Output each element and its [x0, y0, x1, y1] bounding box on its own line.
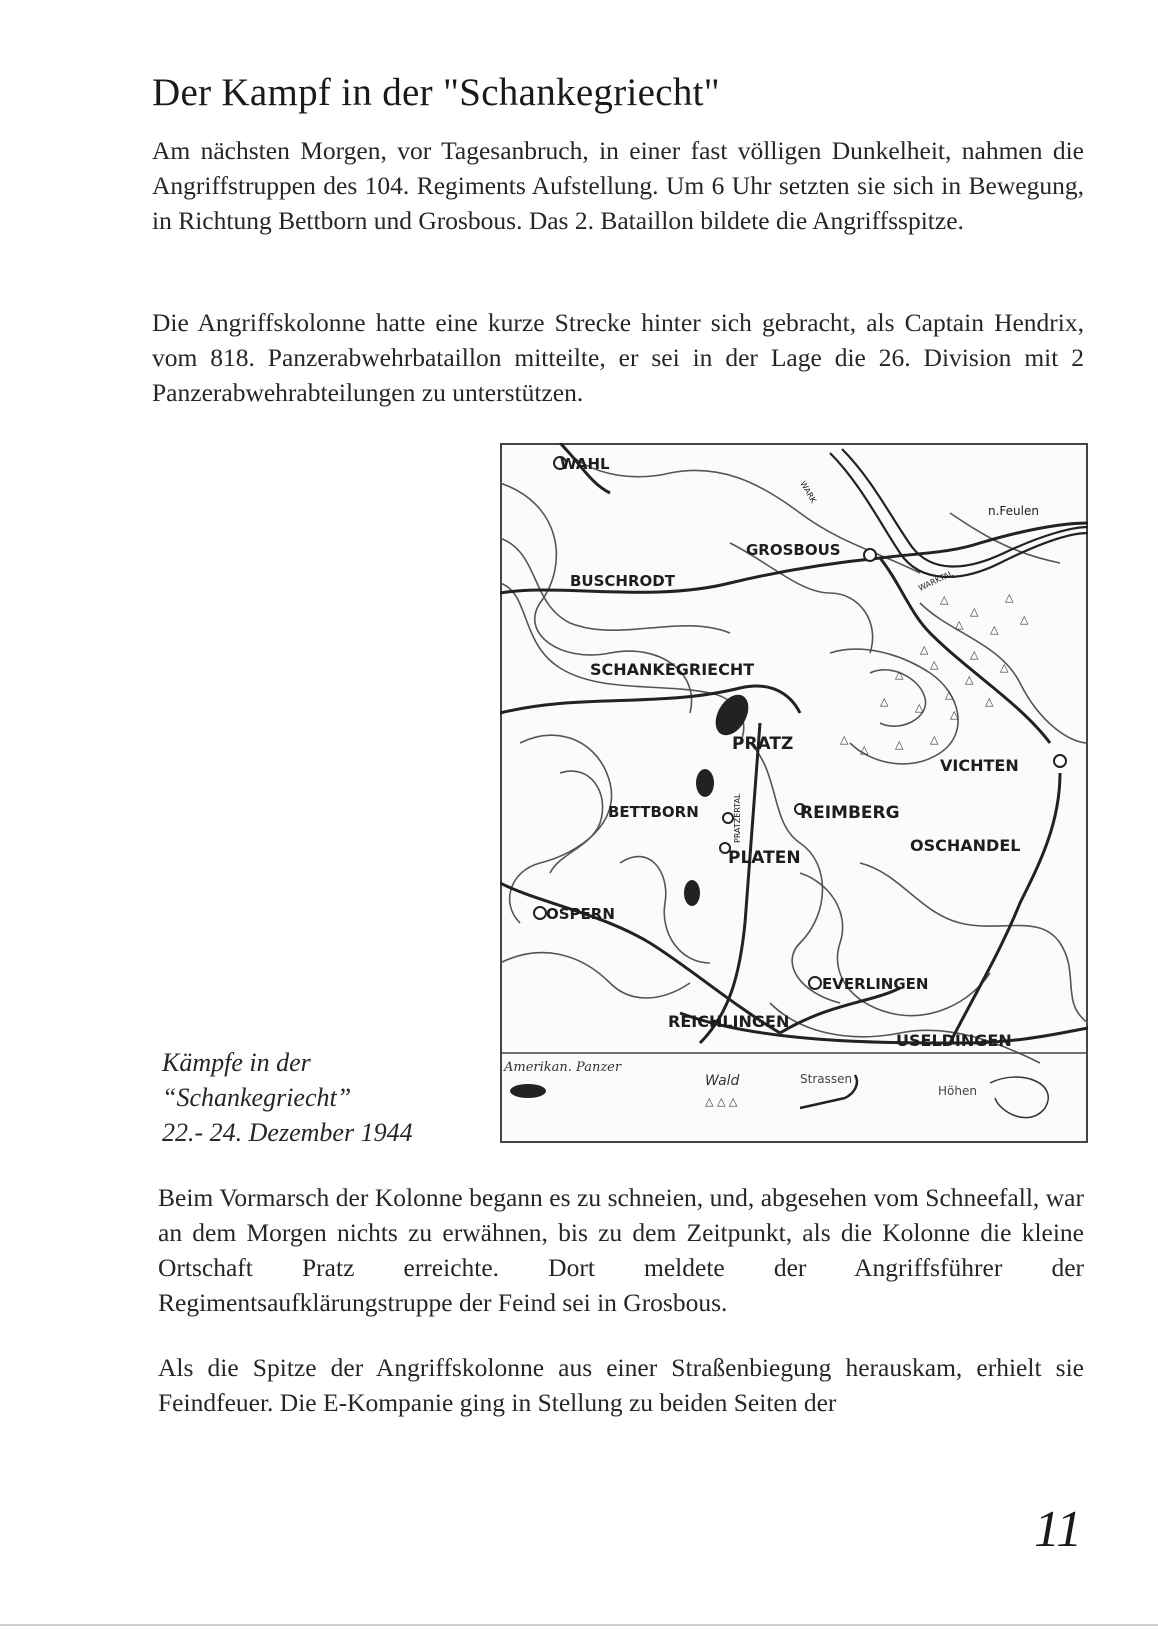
paragraph-1: Am nächsten Morgen, vor Tagesanbruch, in einer fast völligen Dunkelheit, nahmen die Angriffstruppen des 104. Regiments Aufstellung. Um 6 Uhr setzten sie sich in Bewegung, in Richtung Bettborn und Grosbous. Das 2. Bataillon bildete die Angriffsspitze.	[152, 136, 1084, 235]
svg-text:△: △	[945, 688, 954, 701]
label-grosbous: GROSBOUS	[746, 541, 841, 559]
svg-text:△: △	[940, 593, 949, 606]
legend-tanks: Amerikan. Panzer	[504, 1060, 622, 1075]
label-pratzertal: PRATZERTAL	[733, 793, 742, 843]
label-feulen: n.Feulen	[988, 504, 1039, 518]
svg-text:△: △	[895, 738, 904, 751]
svg-text:△: △	[930, 658, 939, 671]
svg-text:△: △	[985, 695, 994, 708]
label-platen: PLATEN	[728, 848, 801, 868]
svg-text:△: △	[1005, 591, 1014, 604]
page-heading: Der Kampf in der "Schankegriecht"	[152, 71, 721, 114]
svg-text:△: △	[965, 673, 974, 686]
label-reimberg: REIMBERG	[800, 803, 900, 823]
svg-text:△: △	[1000, 661, 1009, 674]
paragraph-2: Die Angriffskolonne hatte eine kurze Strecke hinter sich gebracht, als Captain Hendrix, vom 818. Panzerabwehrbataillon mitteilte, er sei in der Lage die 26. Division mit 2 Panzerabwehrabteilungen zu unterstützen.	[152, 308, 1084, 407]
svg-text:△ △ △: △ △ △	[705, 1095, 738, 1108]
label-oschandel: OSCHANDEL	[910, 836, 1021, 855]
page-number: 11	[1034, 1501, 1083, 1558]
svg-text:△: △	[915, 701, 924, 714]
label-warktal: WARKTAL	[917, 568, 955, 593]
svg-text:△: △	[950, 708, 959, 721]
svg-text:△: △	[970, 648, 979, 661]
svg-text:△: △	[895, 668, 904, 681]
paragraph-4: Als die Spitze der Angriffskolonne aus einer Straßenbiegung herauskam, erhielt sie Feindfeuer. Die E-Kompanie ging in Stellung zu beiden Seiten der	[158, 1353, 1084, 1417]
legend-roads: Strassen	[800, 1072, 853, 1086]
svg-text:△: △	[860, 743, 869, 756]
battle-map	[500, 443, 1088, 1143]
svg-text:△: △	[840, 733, 849, 746]
caption-line-2: “Schankegriecht”	[162, 1083, 352, 1112]
svg-text:△: △	[920, 643, 929, 656]
svg-text:△: △	[1020, 613, 1029, 626]
legend-forest: Wald	[705, 1073, 740, 1089]
caption-line-1: Kämpfe in der	[162, 1048, 311, 1077]
label-everlingen: EVERLINGEN	[822, 975, 929, 993]
label-buschrodt: BUSCHRODT	[570, 572, 675, 590]
svg-text:△: △	[970, 605, 979, 618]
label-pratz: PRATZ	[732, 734, 794, 754]
paragraph-3: Beim Vormarsch der Kolonne begann es zu schneien, und, abgesehen vom Schneefall, war an dem Morgen nichts zu erwähnen, bis zu dem Zeitpunkt, als die Kolonne die kleine Ortschaft Pratz erreichte. Dort meldete der Angriffsführer der Regimentsaufklärungstruppe der Feind sei in Grosbous.	[158, 1183, 1084, 1317]
svg-text:△: △	[990, 623, 999, 636]
label-wark: WARK	[798, 479, 818, 505]
legend-tank-icon	[510, 1084, 546, 1098]
label-useldingen: USELDINGEN	[896, 1031, 1012, 1050]
label-schankegriecht: SCHANKEGRIECHT	[590, 660, 755, 679]
bottom-rule	[0, 1624, 1158, 1626]
legend-heights: Höhen	[938, 1084, 977, 1098]
map-caption	[162, 1045, 492, 1150]
caption-line-3: 22.- 24. Dezember 1944	[162, 1118, 413, 1147]
label-reichlingen: REICHLINGEN	[668, 1012, 790, 1031]
label-ospern: OSPERN	[546, 905, 615, 923]
label-bettborn: BETTBORN	[608, 803, 699, 821]
label-wahl: WAHL	[560, 455, 610, 473]
svg-text:△: △	[880, 695, 889, 708]
svg-text:△: △	[955, 618, 964, 631]
label-vichten: VICHTEN	[940, 756, 1019, 775]
svg-text:△: △	[930, 733, 939, 746]
